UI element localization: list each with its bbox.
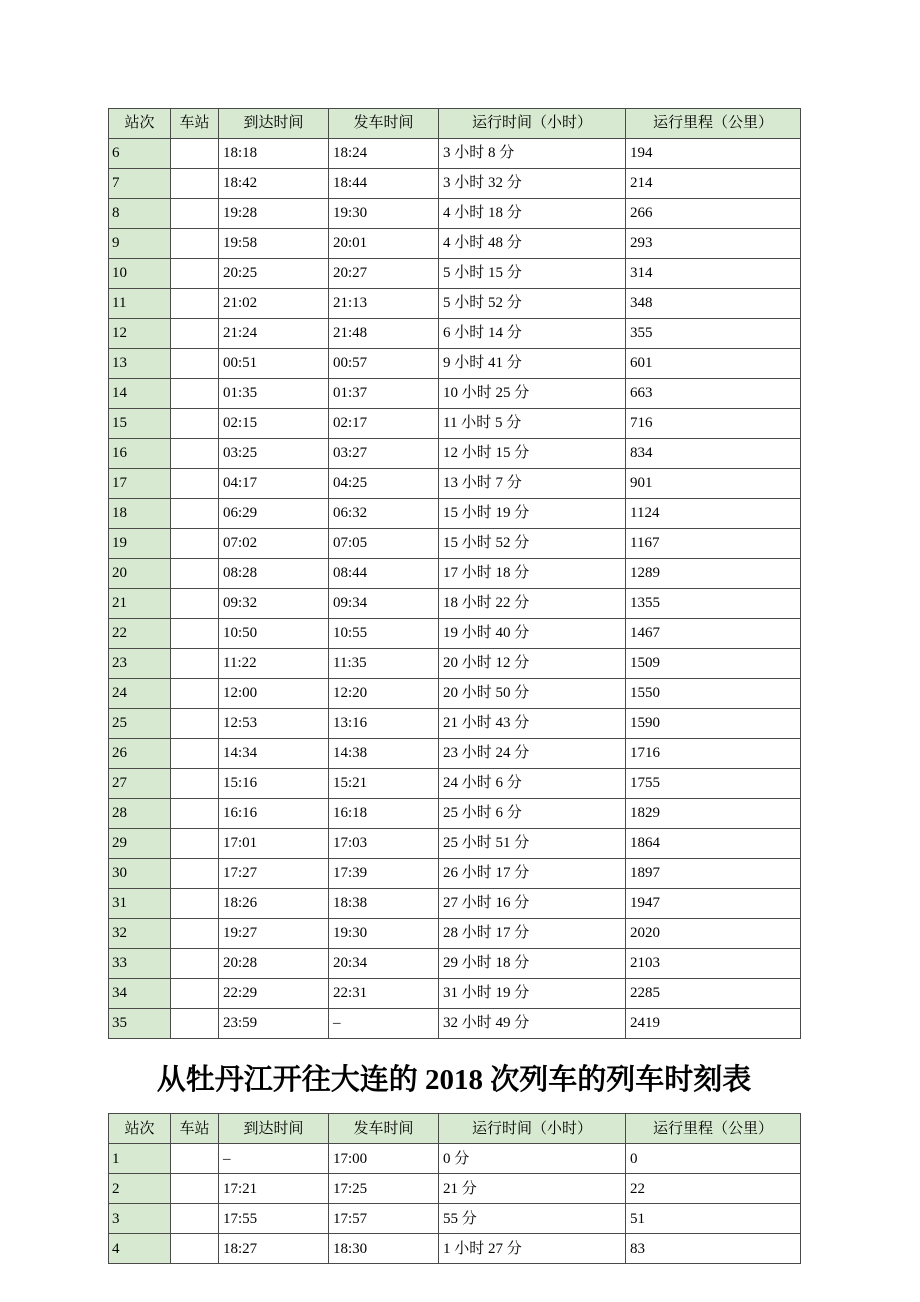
cell-arrival: 10:50 xyxy=(219,619,329,649)
cell-duration: 3 小时 32 分 xyxy=(439,169,626,199)
cell-distance: 2285 xyxy=(626,979,801,1009)
cell-seq: 28 xyxy=(109,799,171,829)
table-row xyxy=(109,529,801,559)
table-row xyxy=(109,1144,801,1174)
cell-seq: 7 xyxy=(109,169,171,199)
table-row xyxy=(109,589,801,619)
table-row xyxy=(109,679,801,709)
cell-distance: 1509 xyxy=(626,649,801,679)
cell-departure: 17:39 xyxy=(329,859,439,889)
cell-arrival: 02:15 xyxy=(219,409,329,439)
cell-distance: 1124 xyxy=(626,499,801,529)
timetable-lower-body xyxy=(109,1144,801,1264)
table-row xyxy=(109,289,801,319)
table-row xyxy=(109,229,801,259)
cell-duration: 12 小时 15 分 xyxy=(439,439,626,469)
cell-arrival: 21:24 xyxy=(219,319,329,349)
cell-arrival: 03:25 xyxy=(219,439,329,469)
cell-duration: 15 小时 19 分 xyxy=(439,499,626,529)
cell-departure: 13:16 xyxy=(329,709,439,739)
cell-duration: 31 小时 19 分 xyxy=(439,979,626,1009)
cell-station xyxy=(171,1009,219,1039)
cell-arrival: 00:51 xyxy=(219,349,329,379)
cell-station xyxy=(171,709,219,739)
column-header-duration: 运行时间（小时） xyxy=(439,1114,626,1144)
cell-arrival: – xyxy=(219,1144,329,1174)
cell-departure: 04:25 xyxy=(329,469,439,499)
table-row xyxy=(109,649,801,679)
cell-departure: 14:38 xyxy=(329,739,439,769)
cell-departure: 21:13 xyxy=(329,289,439,319)
cell-station xyxy=(171,139,219,169)
column-header-seq: 站次 xyxy=(109,1114,171,1144)
table-row xyxy=(109,919,801,949)
table-row xyxy=(109,769,801,799)
cell-duration: 9 小时 41 分 xyxy=(439,349,626,379)
cell-duration: 24 小时 6 分 xyxy=(439,769,626,799)
cell-seq: 13 xyxy=(109,349,171,379)
table-row xyxy=(109,1204,801,1234)
cell-arrival: 19:28 xyxy=(219,199,329,229)
cell-departure: 20:27 xyxy=(329,259,439,289)
cell-distance: 22 xyxy=(626,1174,801,1204)
cell-station xyxy=(171,829,219,859)
column-header-seq: 站次 xyxy=(109,109,171,139)
table-row xyxy=(109,1009,801,1039)
cell-station xyxy=(171,859,219,889)
table-row xyxy=(109,439,801,469)
cell-departure: 22:31 xyxy=(329,979,439,1009)
cell-seq: 6 xyxy=(109,139,171,169)
cell-seq: 18 xyxy=(109,499,171,529)
cell-arrival: 21:02 xyxy=(219,289,329,319)
cell-seq: 16 xyxy=(109,439,171,469)
cell-seq: 33 xyxy=(109,949,171,979)
column-header-arrival: 到达时间 xyxy=(219,1114,329,1144)
cell-station xyxy=(171,409,219,439)
cell-duration: 26 小时 17 分 xyxy=(439,859,626,889)
cell-departure: 09:34 xyxy=(329,589,439,619)
cell-duration: 11 小时 5 分 xyxy=(439,409,626,439)
cell-departure: 01:37 xyxy=(329,379,439,409)
cell-distance: 663 xyxy=(626,379,801,409)
table-row xyxy=(109,949,801,979)
cell-distance: 1897 xyxy=(626,859,801,889)
column-header-departure: 发车时间 xyxy=(329,1114,439,1144)
cell-departure: 17:00 xyxy=(329,1144,439,1174)
cell-departure: 18:44 xyxy=(329,169,439,199)
cell-duration: 4 小时 48 分 xyxy=(439,229,626,259)
cell-duration: 32 小时 49 分 xyxy=(439,1009,626,1039)
column-header-station: 车站 xyxy=(171,109,219,139)
cell-station xyxy=(171,529,219,559)
cell-seq: 19 xyxy=(109,529,171,559)
cell-duration: 29 小时 18 分 xyxy=(439,949,626,979)
cell-arrival: 09:32 xyxy=(219,589,329,619)
cell-duration: 17 小时 18 分 xyxy=(439,559,626,589)
cell-station xyxy=(171,1234,219,1264)
cell-duration: 1 小时 27 分 xyxy=(439,1234,626,1264)
cell-distance: 1289 xyxy=(626,559,801,589)
table-row xyxy=(109,349,801,379)
cell-seq: 30 xyxy=(109,859,171,889)
table-row xyxy=(109,169,801,199)
table-row xyxy=(109,829,801,859)
cell-duration: 28 小时 17 分 xyxy=(439,919,626,949)
cell-station xyxy=(171,889,219,919)
table-row xyxy=(109,319,801,349)
page-title: 从牡丹江开往大连的 2018 次列车的列车时刻表 xyxy=(156,1064,752,1096)
cell-duration: 27 小时 16 分 xyxy=(439,889,626,919)
cell-departure: 12:20 xyxy=(329,679,439,709)
cell-seq: 35 xyxy=(109,1009,171,1039)
cell-duration: 55 分 xyxy=(439,1204,626,1234)
column-header-distance: 运行里程（公里） xyxy=(626,1114,801,1144)
cell-duration: 10 小时 25 分 xyxy=(439,379,626,409)
cell-seq: 2 xyxy=(109,1174,171,1204)
cell-departure: 16:18 xyxy=(329,799,439,829)
cell-seq: 23 xyxy=(109,649,171,679)
cell-distance: 2103 xyxy=(626,949,801,979)
table-row xyxy=(109,199,801,229)
cell-departure: 07:05 xyxy=(329,529,439,559)
cell-station xyxy=(171,319,219,349)
cell-station xyxy=(171,799,219,829)
cell-arrival: 19:58 xyxy=(219,229,329,259)
cell-departure: 17:57 xyxy=(329,1204,439,1234)
cell-distance: 314 xyxy=(626,259,801,289)
cell-distance: 83 xyxy=(626,1234,801,1264)
cell-departure: 02:17 xyxy=(329,409,439,439)
cell-seq: 31 xyxy=(109,889,171,919)
cell-departure: 19:30 xyxy=(329,919,439,949)
cell-duration: 23 小时 24 分 xyxy=(439,739,626,769)
cell-duration: 0 分 xyxy=(439,1144,626,1174)
top-margin xyxy=(108,0,812,108)
cell-seq: 12 xyxy=(109,319,171,349)
column-header-duration: 运行时间（小时） xyxy=(439,109,626,139)
cell-station xyxy=(171,229,219,259)
cell-arrival: 20:28 xyxy=(219,949,329,979)
column-header-departure: 发车时间 xyxy=(329,109,439,139)
cell-distance: 1550 xyxy=(626,679,801,709)
cell-arrival: 12:00 xyxy=(219,679,329,709)
table-row xyxy=(109,499,801,529)
cell-distance: 266 xyxy=(626,199,801,229)
table-header-row xyxy=(109,109,801,139)
cell-station xyxy=(171,259,219,289)
cell-distance: 293 xyxy=(626,229,801,259)
cell-duration: 13 小时 7 分 xyxy=(439,469,626,499)
cell-distance: 2419 xyxy=(626,1009,801,1039)
cell-seq: 32 xyxy=(109,919,171,949)
cell-seq: 34 xyxy=(109,979,171,1009)
cell-seq: 21 xyxy=(109,589,171,619)
cell-departure: 17:03 xyxy=(329,829,439,859)
cell-seq: 8 xyxy=(109,199,171,229)
cell-distance: 1355 xyxy=(626,589,801,619)
table-row xyxy=(109,709,801,739)
table-row xyxy=(109,469,801,499)
table-row xyxy=(109,1234,801,1264)
cell-arrival: 17:27 xyxy=(219,859,329,889)
column-header-station: 车站 xyxy=(171,1114,219,1144)
cell-distance: 214 xyxy=(626,169,801,199)
table-row xyxy=(109,889,801,919)
cell-duration: 5 小时 52 分 xyxy=(439,289,626,319)
cell-departure: – xyxy=(329,1009,439,1039)
cell-station xyxy=(171,949,219,979)
table-row xyxy=(109,979,801,1009)
timetable-lower-header xyxy=(109,1114,801,1144)
table-row xyxy=(109,799,801,829)
cell-distance: 0 xyxy=(626,1144,801,1174)
cell-station xyxy=(171,349,219,379)
table-row xyxy=(109,619,801,649)
cell-seq: 22 xyxy=(109,619,171,649)
cell-seq: 9 xyxy=(109,229,171,259)
cell-departure: 00:57 xyxy=(329,349,439,379)
cell-station xyxy=(171,289,219,319)
table-row xyxy=(109,859,801,889)
cell-departure: 08:44 xyxy=(329,559,439,589)
cell-duration: 21 分 xyxy=(439,1174,626,1204)
cell-arrival: 06:29 xyxy=(219,499,329,529)
cell-duration: 18 小时 22 分 xyxy=(439,589,626,619)
table-row xyxy=(109,379,801,409)
cell-distance: 1716 xyxy=(626,739,801,769)
cell-duration: 25 小时 51 分 xyxy=(439,829,626,859)
timetable-upper-header xyxy=(109,109,801,139)
cell-distance: 1829 xyxy=(626,799,801,829)
cell-station xyxy=(171,559,219,589)
cell-departure: 18:24 xyxy=(329,139,439,169)
cell-distance: 1947 xyxy=(626,889,801,919)
cell-arrival: 22:29 xyxy=(219,979,329,1009)
cell-duration: 25 小时 6 分 xyxy=(439,799,626,829)
cell-seq: 24 xyxy=(109,679,171,709)
cell-seq: 14 xyxy=(109,379,171,409)
cell-distance: 1167 xyxy=(626,529,801,559)
cell-seq: 17 xyxy=(109,469,171,499)
cell-arrival: 15:16 xyxy=(219,769,329,799)
cell-duration: 15 小时 52 分 xyxy=(439,529,626,559)
cell-station xyxy=(171,769,219,799)
cell-station xyxy=(171,439,219,469)
cell-station xyxy=(171,619,219,649)
cell-arrival: 23:59 xyxy=(219,1009,329,1039)
cell-station xyxy=(171,1204,219,1234)
cell-distance: 1590 xyxy=(626,709,801,739)
cell-duration: 20 小时 50 分 xyxy=(439,679,626,709)
cell-arrival: 04:17 xyxy=(219,469,329,499)
cell-station xyxy=(171,919,219,949)
timetable-lower xyxy=(108,1113,801,1264)
cell-arrival: 11:22 xyxy=(219,649,329,679)
cell-arrival: 18:18 xyxy=(219,139,329,169)
cell-arrival: 17:01 xyxy=(219,829,329,859)
cell-departure: 21:48 xyxy=(329,319,439,349)
cell-station xyxy=(171,739,219,769)
cell-distance: 901 xyxy=(626,469,801,499)
cell-departure: 18:30 xyxy=(329,1234,439,1264)
cell-seq: 25 xyxy=(109,709,171,739)
table-row xyxy=(109,1174,801,1204)
cell-seq: 4 xyxy=(109,1234,171,1264)
cell-duration: 5 小时 15 分 xyxy=(439,259,626,289)
cell-arrival: 18:27 xyxy=(219,1234,329,1264)
cell-station xyxy=(171,649,219,679)
cell-departure: 03:27 xyxy=(329,439,439,469)
cell-distance: 194 xyxy=(626,139,801,169)
cell-departure: 19:30 xyxy=(329,199,439,229)
cell-arrival: 14:34 xyxy=(219,739,329,769)
cell-duration: 21 小时 43 分 xyxy=(439,709,626,739)
cell-seq: 11 xyxy=(109,289,171,319)
cell-seq: 10 xyxy=(109,259,171,289)
cell-arrival: 01:35 xyxy=(219,379,329,409)
cell-duration: 19 小时 40 分 xyxy=(439,619,626,649)
cell-distance: 1467 xyxy=(626,619,801,649)
cell-distance: 51 xyxy=(626,1204,801,1234)
cell-duration: 3 小时 8 分 xyxy=(439,139,626,169)
cell-seq: 3 xyxy=(109,1204,171,1234)
cell-station xyxy=(171,469,219,499)
cell-departure: 20:34 xyxy=(329,949,439,979)
cell-station xyxy=(171,199,219,229)
cell-station xyxy=(171,979,219,1009)
cell-departure: 15:21 xyxy=(329,769,439,799)
timetable-upper xyxy=(108,108,801,1039)
table-row xyxy=(109,409,801,439)
cell-seq: 1 xyxy=(109,1144,171,1174)
cell-distance: 1755 xyxy=(626,769,801,799)
timetable-upper-body xyxy=(109,139,801,1039)
cell-departure: 20:01 xyxy=(329,229,439,259)
cell-duration: 20 小时 12 分 xyxy=(439,649,626,679)
cell-station xyxy=(171,379,219,409)
cell-station xyxy=(171,1144,219,1174)
cell-distance: 348 xyxy=(626,289,801,319)
cell-duration: 6 小时 14 分 xyxy=(439,319,626,349)
cell-seq: 29 xyxy=(109,829,171,859)
cell-station xyxy=(171,679,219,709)
cell-arrival: 12:53 xyxy=(219,709,329,739)
table-row xyxy=(109,559,801,589)
table-row xyxy=(109,139,801,169)
cell-seq: 15 xyxy=(109,409,171,439)
cell-arrival: 17:21 xyxy=(219,1174,329,1204)
cell-arrival: 18:42 xyxy=(219,169,329,199)
cell-seq: 27 xyxy=(109,769,171,799)
table-row xyxy=(109,259,801,289)
cell-distance: 1864 xyxy=(626,829,801,859)
cell-distance: 716 xyxy=(626,409,801,439)
cell-arrival: 16:16 xyxy=(219,799,329,829)
cell-departure: 17:25 xyxy=(329,1174,439,1204)
cell-arrival: 07:02 xyxy=(219,529,329,559)
cell-distance: 2020 xyxy=(626,919,801,949)
cell-seq: 20 xyxy=(109,559,171,589)
cell-arrival: 19:27 xyxy=(219,919,329,949)
cell-departure: 06:32 xyxy=(329,499,439,529)
cell-arrival: 17:55 xyxy=(219,1204,329,1234)
table-row xyxy=(109,739,801,769)
cell-departure: 10:55 xyxy=(329,619,439,649)
cell-distance: 601 xyxy=(626,349,801,379)
cell-duration: 4 小时 18 分 xyxy=(439,199,626,229)
cell-station xyxy=(171,589,219,619)
cell-arrival: 20:25 xyxy=(219,259,329,289)
cell-station xyxy=(171,499,219,529)
cell-arrival: 18:26 xyxy=(219,889,329,919)
cell-arrival: 08:28 xyxy=(219,559,329,589)
cell-station xyxy=(171,1174,219,1204)
cell-station xyxy=(171,169,219,199)
table-header-row xyxy=(109,1114,801,1144)
cell-seq: 26 xyxy=(109,739,171,769)
cell-departure: 11:35 xyxy=(329,649,439,679)
cell-distance: 834 xyxy=(626,439,801,469)
cell-departure: 18:38 xyxy=(329,889,439,919)
column-header-arrival: 到达时间 xyxy=(219,109,329,139)
cell-distance: 355 xyxy=(626,319,801,349)
column-header-distance: 运行里程（公里） xyxy=(626,109,801,139)
